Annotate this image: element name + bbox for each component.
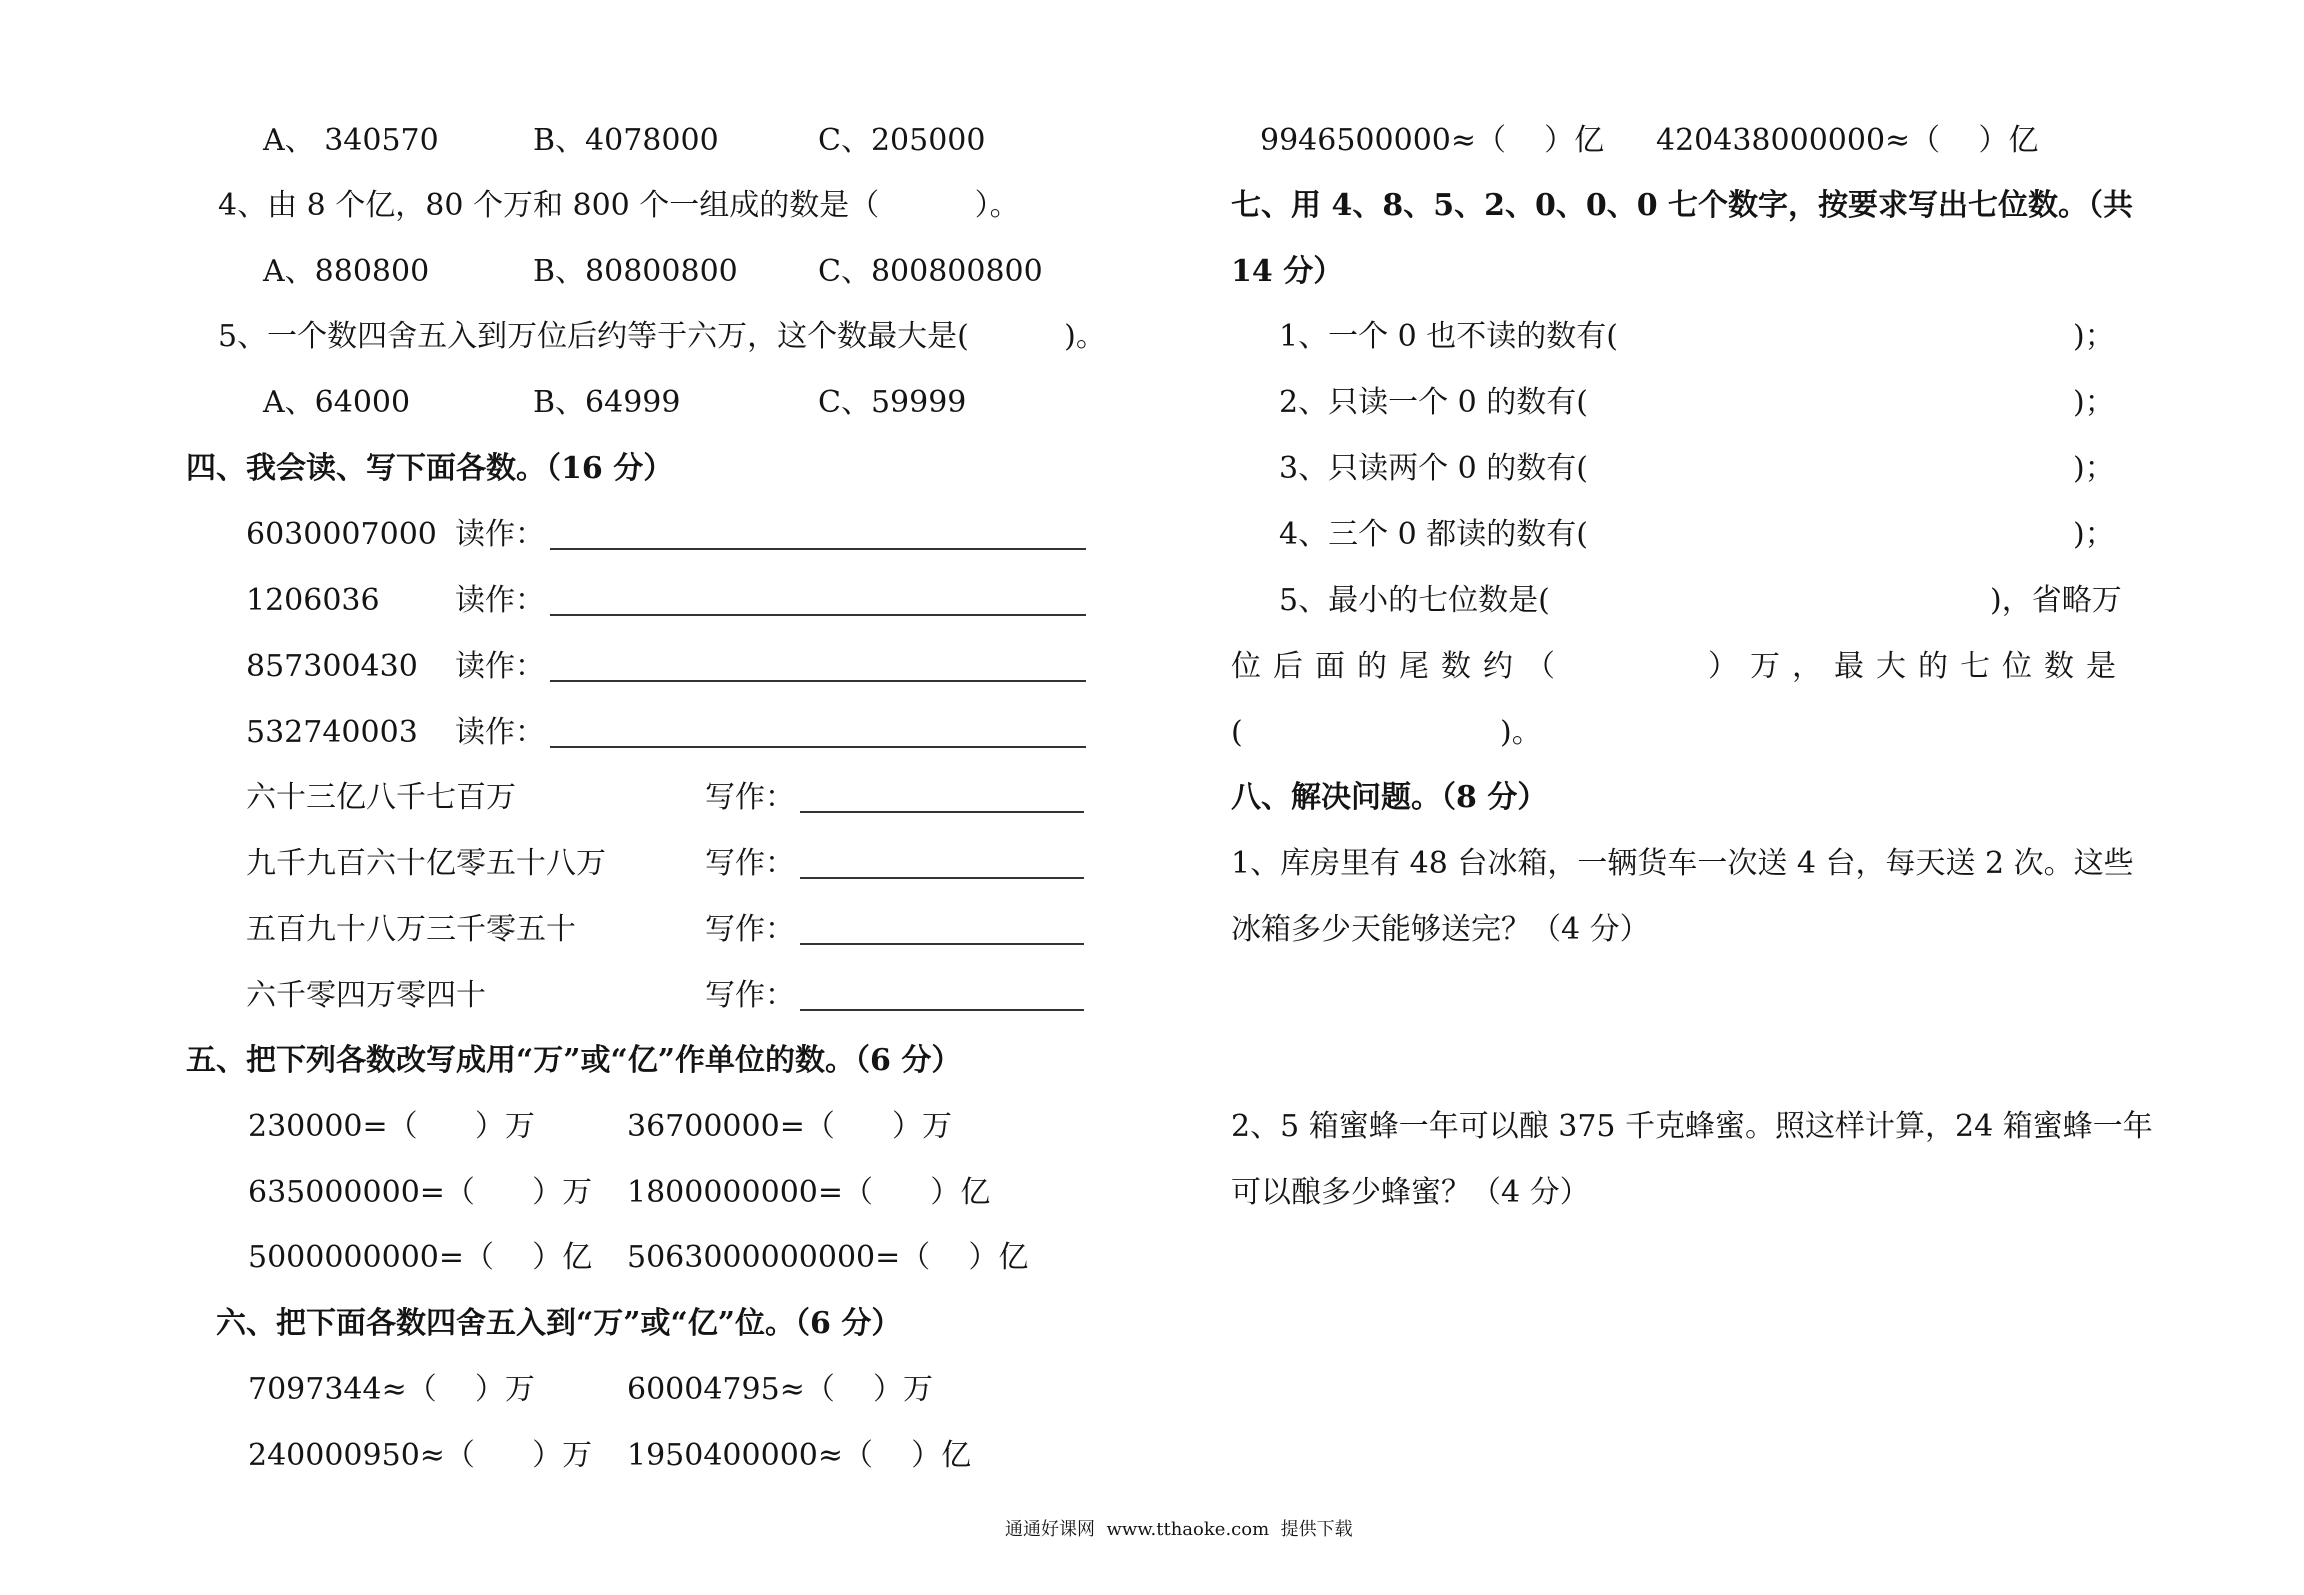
section-5-title: 五、把下列各数改写成用“万”或“亿”作单位的数。（6 分）	[186, 1043, 962, 1078]
q5-option-a: A、64000	[263, 385, 411, 420]
write-text: 九千九百六十亿零五十八万	[246, 846, 606, 881]
write-label: 写作：	[705, 780, 795, 815]
write-text: 五百九十八万三千零五十	[246, 912, 576, 947]
close-paren: )，省略万	[1990, 583, 2122, 618]
convert-item: 5063000000000=（ ）亿	[627, 1240, 1029, 1275]
problem-1: 1、库房里有 48 台冰箱，一辆货车一次送 4 台，每天送 2 次。这些	[1231, 846, 2134, 881]
write-label: 写作：	[705, 912, 795, 947]
q4-option-b: B、80800800	[533, 254, 738, 289]
q4-stem: 4、由 8 个亿，80 个万和 800 个一组成的数是（ ）。	[218, 188, 1020, 223]
digit-question: 2、只读一个 0 的数有(	[1279, 385, 1588, 420]
convert-item: 635000000=（ ）万	[248, 1175, 593, 1210]
section-4-title: 四、我会读、写下面各数。（16 分）	[186, 451, 674, 486]
read-number: 1206036	[246, 583, 380, 618]
write-text: 六千零四万零四十	[246, 978, 486, 1013]
convert-item: 230000=（ ）万	[248, 1109, 535, 1144]
problem-2-cont: 可以酿多少蜂蜜？（4 分）	[1231, 1175, 1590, 1210]
round-item: 60004795≈（ ）万	[627, 1372, 933, 1407]
problem-1-cont: 冰箱多少天能够送完？（4 分）	[1231, 912, 1650, 947]
write-label: 写作：	[705, 978, 795, 1013]
answer-line[interactable]	[800, 877, 1084, 879]
q5-option-c: C、59999	[818, 385, 967, 420]
round-item: 420438000000≈（ ）亿	[1656, 123, 2039, 158]
section-7-title: 七、用 4、8、5、2、0、0、0 七个数字，按要求写出七位数。（共	[1231, 188, 2134, 223]
round-item: 9946500000≈（ ）亿	[1260, 123, 1605, 158]
round-item: 7097344≈（ ）万	[248, 1372, 535, 1407]
digit-question-cont: 位后面的尾数约（	[1231, 649, 1567, 684]
answer-line[interactable]	[550, 548, 1086, 550]
close-paren: )；	[2073, 385, 2115, 420]
q4-option-c: C、800800800	[818, 254, 1043, 289]
answer-line[interactable]	[550, 746, 1086, 748]
convert-item: 36700000=（ ）万	[627, 1109, 953, 1144]
digit-question: 5、最小的七位数是(	[1279, 583, 1550, 618]
close-paren: )。	[1500, 715, 1542, 750]
q5-stem: 5、一个数四舍五入到万位后约等于六万，这个数最大是( )。	[218, 319, 1106, 354]
q3-option-a: A、 340570	[263, 123, 439, 158]
close-paren: )；	[2073, 319, 2115, 354]
answer-line[interactable]	[800, 1009, 1084, 1011]
write-text: 六十三亿八千七百万	[246, 780, 516, 815]
answer-line[interactable]	[800, 811, 1084, 813]
convert-item: 1800000000=（ ）亿	[627, 1175, 991, 1210]
round-item: 240000950≈（ ）万	[248, 1438, 593, 1473]
section-7-title-cont: 14 分）	[1231, 254, 1344, 289]
answer-line[interactable]	[550, 614, 1086, 616]
read-number: 857300430	[246, 649, 418, 684]
q4-option-a: A、880800	[263, 254, 430, 289]
answer-line[interactable]	[550, 680, 1086, 682]
read-number: 6030007000	[246, 517, 437, 552]
close-paren: )；	[2073, 517, 2115, 552]
answer-line[interactable]	[800, 943, 1084, 945]
section-6-title: 六、把下面各数四舍五入到“万”或“亿”位。（6 分）	[216, 1306, 902, 1341]
read-label: 读作：	[455, 517, 545, 552]
write-label: 写作：	[705, 846, 795, 881]
q3-option-b: B、4078000	[533, 123, 719, 158]
problem-2: 2、5 箱蜜蜂一年可以酿 375 千克蜂蜜。照这样计算，24 箱蜜蜂一年	[1231, 1109, 2153, 1144]
open-paren: (	[1231, 715, 1243, 750]
read-label: 读作：	[455, 715, 545, 750]
close-paren: )；	[2073, 451, 2115, 486]
digit-question-cont: ）万，最大的七位数是	[1708, 649, 2128, 684]
digit-question: 3、只读两个 0 的数有(	[1279, 451, 1588, 486]
read-label: 读作：	[455, 649, 545, 684]
round-item: 1950400000≈（ ）亿	[627, 1438, 972, 1473]
digit-question: 1、一个 0 也不读的数有(	[1279, 319, 1618, 354]
q3-option-c: C、205000	[818, 123, 986, 158]
section-8-title: 八、解决问题。（8 分）	[1231, 780, 1548, 815]
q5-option-b: B、64999	[533, 385, 681, 420]
read-label: 读作：	[455, 583, 545, 618]
digit-question: 4、三个 0 都读的数有(	[1279, 517, 1588, 552]
footer-credit: 通通好课网 www.tthaoke.com 提供下载	[1005, 1519, 1353, 1540]
convert-item: 5000000000=（ ）亿	[248, 1240, 593, 1275]
read-number: 532740003	[246, 715, 418, 750]
